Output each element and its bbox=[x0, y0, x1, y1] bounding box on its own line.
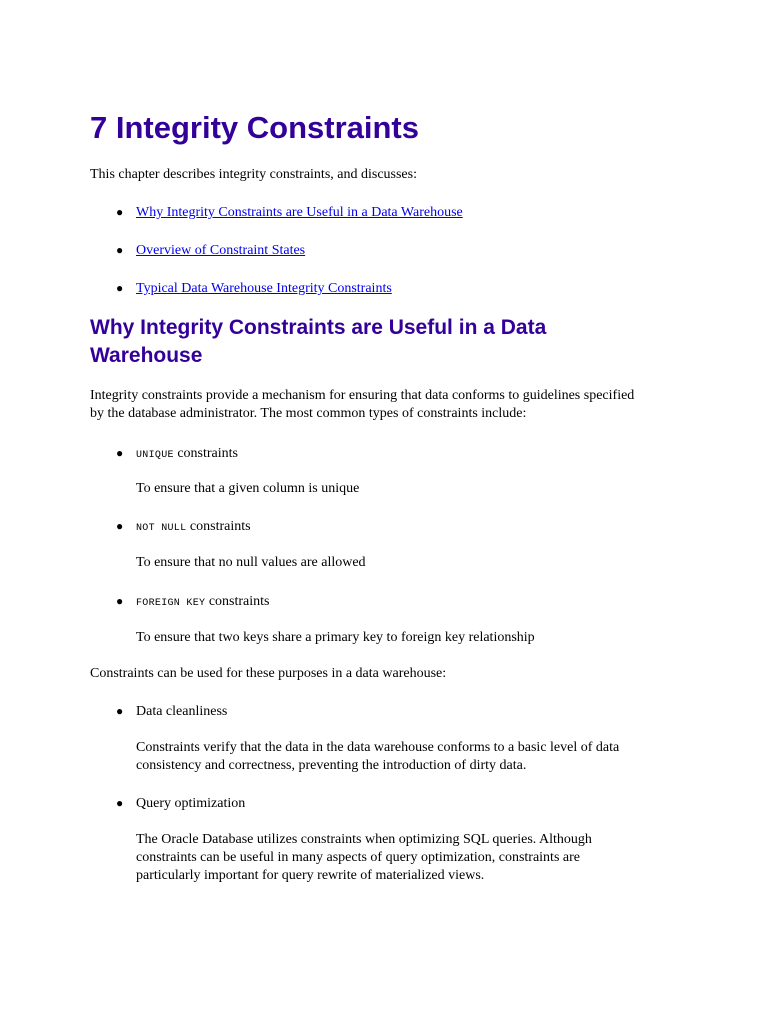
toc-item-1 bbox=[116, 203, 463, 222]
section-heading-line-2: Warehouse bbox=[90, 344, 203, 367]
constraint-description: To ensure that a given column is unique bbox=[136, 481, 360, 496]
toc-link-constraint-states[interactable]: Overview of Constraint States bbox=[136, 243, 306, 258]
description-line-1: Constraints verify that the data in the data warehouse conforms to a basic level of data bbox=[136, 740, 620, 755]
paragraph-line-2: by the database administrator. The most common types of constraints include: bbox=[90, 406, 527, 421]
purpose-description bbox=[136, 739, 676, 775]
purpose-label: Data cleanliness bbox=[136, 704, 228, 719]
section-heading-line-1: Why Integrity Constraints are Useful in a Data bbox=[90, 316, 547, 339]
toc-item-3 bbox=[116, 279, 392, 298]
constraint-suffix: constraints bbox=[205, 594, 270, 609]
constraint-item-not-null bbox=[116, 517, 251, 538]
bullet-icon: ● bbox=[116, 594, 124, 608]
description-line-3: particularly important for query rewrite of materialized views. bbox=[136, 868, 485, 883]
constraint-description: To ensure that two keys share a primary key to foreign key relationship bbox=[136, 630, 535, 645]
description-line-2: constraints can be useful in many aspects of query optimization, constraints are bbox=[136, 850, 580, 865]
toc-link-why-constraints[interactable]: Why Integrity Constraints are Useful in a Data Warehouse bbox=[136, 205, 463, 220]
section-heading bbox=[90, 314, 690, 370]
bullet-icon: ● bbox=[116, 796, 124, 810]
description-line-2: consistency and correctness, preventing the introduction of dirty data. bbox=[136, 758, 527, 773]
intro-text: This chapter describes integrity constraints, and discusses: bbox=[90, 167, 417, 182]
bullet-icon: ● bbox=[116, 281, 124, 295]
description-line-1: The Oracle Database utilizes constraints when optimizing SQL queries. Although bbox=[136, 832, 592, 847]
constraint-suffix: constraints bbox=[186, 519, 251, 534]
constraint-description: To ensure that no null values are allowed bbox=[136, 555, 366, 570]
bullet-icon: ● bbox=[116, 243, 124, 257]
constraint-code: NOT NULL bbox=[136, 523, 187, 534]
toc-link-typical-constraints[interactable]: Typical Data Warehouse Integrity Constraints bbox=[136, 281, 392, 296]
constraint-item-foreign-key bbox=[116, 592, 269, 613]
paragraph-line-1: Integrity constraints provide a mechanism for ensuring that data conforms to guidelines specified bbox=[90, 388, 635, 403]
purpose-item-query-optimization bbox=[116, 794, 245, 813]
purpose-item-data-cleanliness bbox=[116, 702, 227, 721]
purpose-description bbox=[136, 831, 676, 885]
purpose-label: Query optimization bbox=[136, 796, 246, 811]
bullet-icon: ● bbox=[116, 519, 124, 533]
section-paragraph-1 bbox=[90, 387, 710, 423]
section-paragraph-2: Constraints can be used for these purposes in a data warehouse: bbox=[90, 666, 447, 681]
constraint-suffix: constraints bbox=[173, 446, 238, 461]
bullet-icon: ● bbox=[116, 446, 124, 460]
toc-item-2 bbox=[116, 241, 305, 260]
constraint-item-unique bbox=[116, 444, 238, 465]
bullet-icon: ● bbox=[116, 704, 124, 718]
constraint-code: UNIQUE bbox=[136, 450, 174, 461]
constraint-code: FOREIGN KEY bbox=[136, 598, 206, 609]
page-title: 7 Integrity Constraints bbox=[90, 110, 419, 145]
bullet-icon: ● bbox=[116, 205, 124, 219]
